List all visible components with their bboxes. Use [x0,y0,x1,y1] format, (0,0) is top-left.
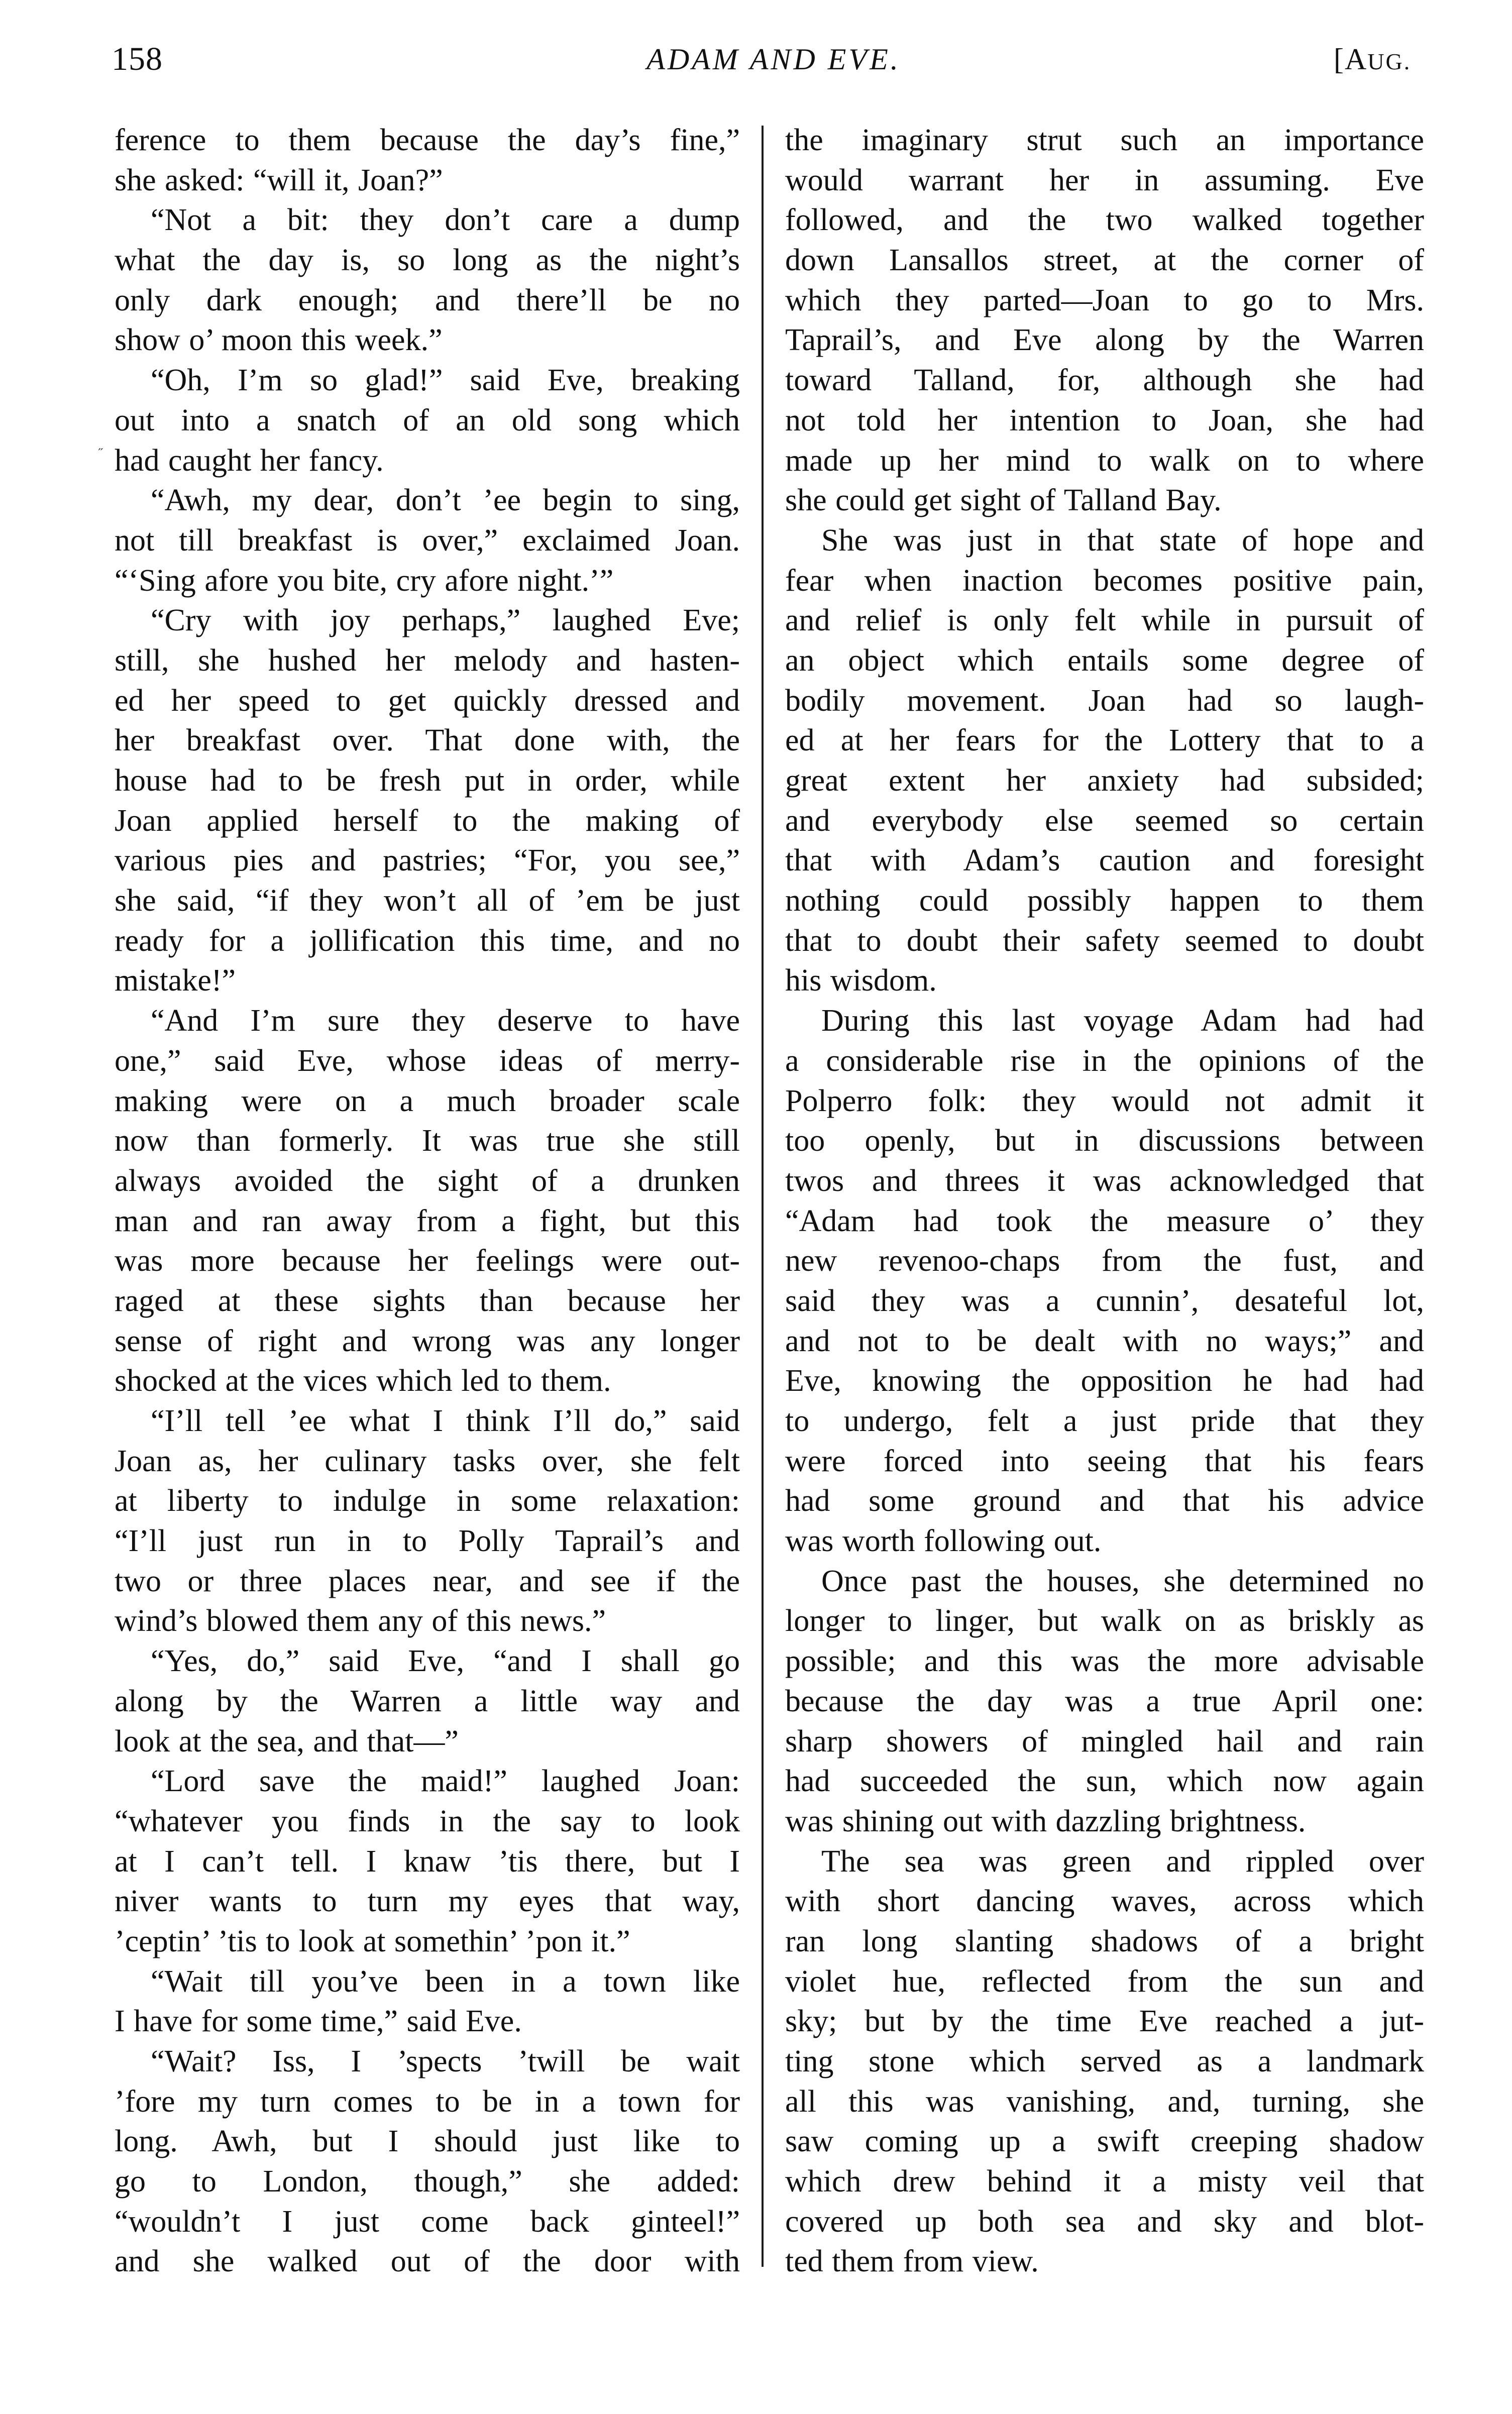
text-line: had some ground and that his advice [785,1484,1424,1518]
month-bracket: [A [1334,43,1368,76]
page-number: 158 [112,41,163,77]
text-line: “wouldn’t I just come back ginteel!” [115,2204,740,2239]
text-line: Joan applied herself to the making of [115,803,740,838]
right-text-column [785,121,1424,2282]
text-line: because the day was a true April one: [785,1684,1424,1718]
text-line: that to doubt their safety seemed to doubt [785,923,1424,958]
text-line: “Awh, my dear, don’t ’ee begin to sing, [151,483,740,518]
text-line: too openly, but in discussions between [785,1124,1424,1158]
text-line: “Yes, do,” said Eve, “and I shall go [151,1644,740,1679]
text-line: and everybody else seemed so certain [785,803,1424,838]
text-line: along by the Warren a little way and [115,1684,740,1718]
text-line: sense of right and wrong was any longer [115,1324,740,1358]
text-line: “Not a bit: they don’t care a dump [151,203,740,238]
text-line: “Adam had took the measure o’ they [785,1203,1424,1238]
text-line: she could get sight of Talland Bay. [785,483,1222,518]
text-line: down Lansallos street, at the corner of [785,243,1424,278]
text-line: still, she hushed her melody and hasten- [115,643,740,678]
text-line: toward Talland, for, although she had [785,363,1424,398]
text-line: covered up both sea and sky and blot- [785,2204,1424,2239]
text-line: I have for some time,” said Eve. [115,2004,522,2039]
text-line: at I can’t tell. I knaw ’tis there, but I [115,1844,740,1879]
text-line: said they was a cunnin’, desateful lot, [785,1283,1424,1318]
text-line: was more because her feelings were out- [115,1244,740,1278]
text-line: which they parted—Joan to go to Mrs. [785,283,1424,317]
text-line: ’fore my turn comes to be in a town for [115,2084,740,2119]
text-line: ran long slanting shadows of a bright [785,1924,1424,1958]
text-line: raged at these sights than because her [115,1283,740,1318]
text-line: “whatever you finds in the say to look [115,1804,740,1838]
text-line: wind’s blowed them any of this news.” [115,1604,606,1638]
text-line: a considerable rise in the opinions of the [785,1043,1424,1078]
text-line: violet hue, reflected from the sun and [785,1964,1424,1999]
text-line: only dark enough; and there’ll be no [115,283,740,317]
text-line: new revenoo-chaps from the fust, and [785,1244,1424,1278]
text-line: an object which entails some degree of [785,643,1424,678]
text-line: “And I’m sure they deserve to have [151,1004,740,1038]
text-line: go to London, though,” she added: [115,2164,740,2199]
text-line: longer to linger, but walk on as briskly as [785,1604,1424,1638]
running-title: ADAM AND EVE. [646,43,901,76]
column-divider-rule [762,126,764,2267]
text-line: ting stone which served as a landmark [785,2044,1424,2078]
text-line: twos and threes it was acknowledged that [785,1163,1424,1198]
text-line: sky; but by the time Eve reached a jut- [785,2004,1424,2039]
text-line: ready for a jollification this time, and no [115,923,740,958]
text-line: his wisdom. [785,963,937,998]
text-line: “Wait till you’ve been in a town like [151,1964,740,1999]
text-line: and relief is only felt while in pursuit of [785,603,1424,638]
text-line: The sea was green and rippled over [821,1844,1424,1879]
text-line: “Lord save the maid!” laughed Joan: [151,1764,740,1799]
text-line: she asked: “will it, Joan?” [115,163,443,197]
text-line: all this was vanishing, and, turning, she [785,2084,1424,2119]
text-line: she said, “if they won’t all of ’em be just [115,884,740,918]
text-line: making were on a much broader scale [115,1083,740,1118]
text-line: was shining out with dazzling brightness. [785,1804,1306,1838]
text-line: sharp showers of mingled hail and rain [785,1724,1424,1759]
text-line: ference to them because the day’s fine,” [115,123,740,157]
text-line: “‘Sing afore you bite, cry afore night.’” [115,563,614,598]
text-line: Once past the houses, she determined no [821,1564,1424,1598]
text-line: nothing could possibly happen to them [785,884,1424,918]
text-line: Polperro folk: they would not admit it [785,1083,1424,1118]
text-line: out into a snatch of an old song which [115,403,740,437]
text-line: her breakfast over. That done with, the [115,723,740,758]
text-line: ted them from view. [785,2244,1039,2279]
margin-ink-mark: ˝ [98,446,103,461]
text-line: Joan as, her culinary tasks over, she felt [115,1444,740,1478]
text-line: various pies and pastries; “For, you see,” [115,843,740,878]
text-line: She was just in that state of hope and [821,523,1424,558]
text-line: “I’ll tell ’ee what I think I’ll do,” said [151,1404,740,1438]
text-line: would warrant her in assuming. Eve [785,163,1424,197]
text-line: During this last voyage Adam had had [821,1004,1424,1038]
text-line: mistake!” [115,963,236,998]
text-line: saw coming up a swift creeping shadow [785,2124,1424,2159]
text-line: had succeeded the sun, which now again [785,1764,1424,1799]
text-line: “I’ll just run in to Polly Taprail’s and [115,1524,740,1559]
text-line: ’ceptin’ ’tis to look at somethin’ ’pon it.” [115,1924,630,1958]
text-line: “Oh, I’m so glad!” said Eve, breaking [151,363,740,398]
text-line: look at the sea, and that—” [115,1724,459,1759]
text-line: man and ran away from a fight, but this [115,1203,740,1238]
text-line: to undergo, felt a just pride that they [785,1404,1424,1438]
text-line: what the day is, so long as the night’s [115,243,740,278]
text-line: were forced into seeing that his fears [785,1444,1424,1478]
text-line: great extent her anxiety had subsided; [785,763,1424,798]
text-line: not told her intention to Joan, she had [785,403,1424,437]
text-line: ed at her fears for the Lottery that to a [785,723,1424,758]
text-line: fear when inaction becomes positive pain, [785,563,1424,598]
text-line: one,” said Eve, whose ideas of merry- [115,1043,740,1078]
month-smallcaps: UG. [1367,49,1412,74]
text-line: at liberty to indulge in some relaxation: [115,1484,740,1518]
text-line: bodily movement. Joan had so laugh- [785,683,1424,718]
text-line: two or three places near, and see if the [115,1564,740,1598]
text-line: now than formerly. It was true she still [115,1124,740,1158]
text-line: with short dancing waves, across which [785,1884,1424,1919]
text-line: long. Awh, but I should just like to [115,2124,740,2159]
text-line: was worth following out. [785,1524,1102,1559]
text-line: Eve, knowing the opposition he had had [785,1364,1424,1398]
text-line: show o’ moon this week.” [115,323,443,358]
left-text-column [115,121,740,2282]
text-line: “Cry with joy perhaps,” laughed Eve; [151,603,740,638]
text-line: possible; and this was the more advisable [785,1644,1424,1679]
text-line: house had to be fresh put in order, while [115,763,740,798]
text-line: and she walked out of the door with [115,2244,740,2279]
month-label [1334,39,1411,82]
text-line: not till breakfast is over,” exclaimed Joan. [115,523,740,558]
text-line: shocked at the vices which led to them. [115,1364,611,1398]
text-line: “Wait? Iss, I ’spects ’twill be wait [151,2044,740,2078]
text-line: niver wants to turn my eyes that way, [115,1884,740,1919]
text-line: and not to be dealt with no ways;” and [785,1324,1424,1358]
text-line: which drew behind it a misty veil that [785,2164,1424,2199]
text-line: that with Adam’s caution and foresight [785,843,1424,878]
text-line: always avoided the sight of a drunken [115,1163,740,1198]
text-line: Taprail’s, and Eve along by the Warren [785,323,1424,358]
text-line: had caught her fancy. [115,443,384,478]
text-line: ed her speed to get quickly dressed and [115,683,740,718]
text-line: the imaginary strut such an importance [785,123,1424,157]
text-line: made up her mind to walk on to where [785,443,1424,478]
text-line: followed, and the two walked together [785,203,1424,238]
running-header [0,39,1512,79]
